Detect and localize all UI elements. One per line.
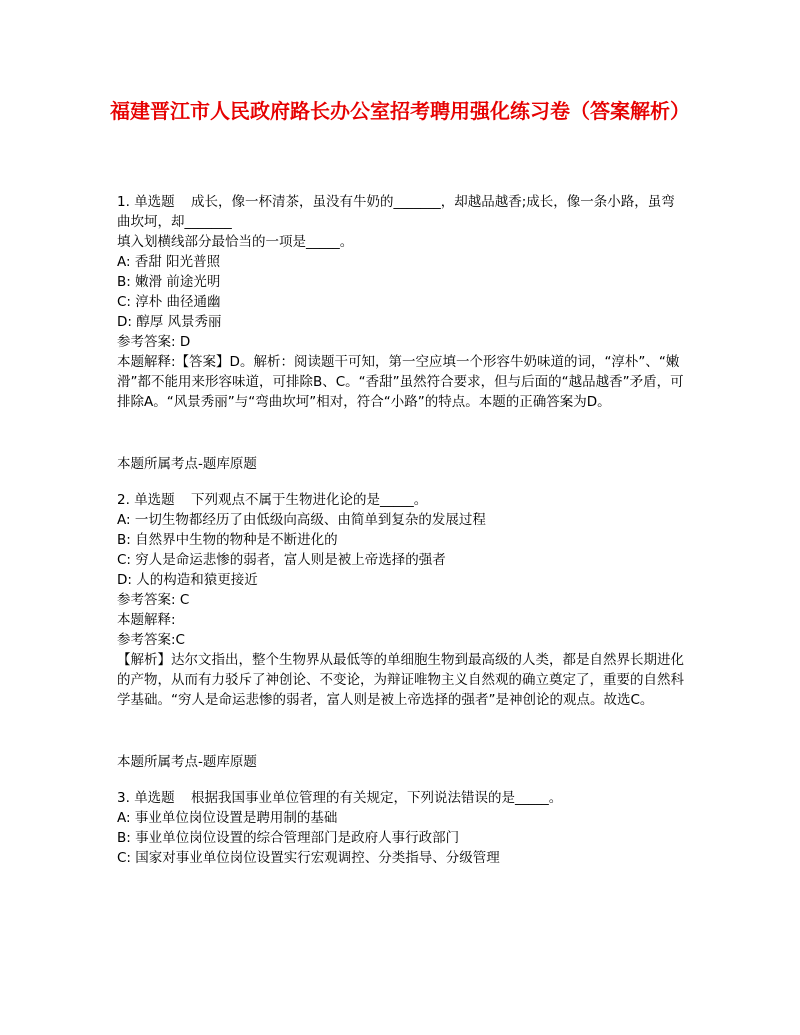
option-c: C: 穷人是命运悲惨的弱者，富人则是被上帝选择的强者 [117,552,446,568]
question-1 [117,192,687,474]
question-stem [117,192,687,232]
option-a: A: 香甜 阳光普照 [117,254,221,270]
option-a: A: 事业单位岗位设置是聘用制的基础 [117,810,338,826]
option-b: B: 自然界中生物的物种是不断进化的 [117,532,338,548]
option-d: D: 人的构造和猿更接近 [117,572,258,588]
question-source: 本题所属考点-题库原题 [117,456,257,472]
question-number: 1. [117,194,130,210]
option-d: D: 醇厚 风景秀丽 [117,314,222,330]
question-number: 3. [117,790,130,806]
reference-answer-2: 参考答案:C [117,632,185,648]
option-a: A: 一切生物都经历了由低级向高级、由简单到复杂的发展过程 [117,512,486,528]
question-text: 根据我国事业单位管理的有关规定，下列说法错误的是_____。 [190,790,563,806]
question-type: 单选题 [134,492,175,508]
reference-answer: 参考答案: D [117,334,191,350]
question-type: 单选题 [134,790,175,806]
question-stem [117,788,687,808]
answer-analysis: 【解析】达尔文指出，整个生物界从最低等的单细胞生物到最高级的人类，都是自然界长期进化的产物，从而有力驳斥了神创论、不变论，为辩证唯物主义自然观的确立奠定了，重要的自然科学基础。“穷人是命运悲惨的弱者，富人则是被上帝选择的强者”是神创论的观点。故选C。 [117,652,684,708]
question-list [117,192,687,868]
answer-analysis: 本题解释:【答案】D。解析：阅读题干可知，第一空应填一个形容牛奶味道的词，“淳朴”、“嫩滑”都不能用来形容味道，可排除B、C。“香甜”虽然符合要求，但与后面的“越品越香”矛盾，可排除A。“风景秀丽”与“弯曲坎坷”相对，符合“小路”的特点。本题的正确答案为D。 [117,354,684,410]
analysis-label: 本题解释: [117,612,176,628]
question-instruction: 填入划横线部分最恰当的一项是_____。 [117,234,354,250]
option-b: B: 嫩滑 前途光明 [117,274,221,290]
question-type: 单选题 [134,194,175,210]
question-3 [117,788,687,868]
reference-answer: 参考答案: C [117,592,190,608]
page-title: 福建晋江市人民政府路长办公室招考聘用强化练习卷（答案解析） [110,99,690,123]
question-text: 下列观点不属于生物进化论的是_____。 [190,492,428,508]
question-source: 本题所属考点-题库原题 [117,754,257,770]
question-text: 成长，像一杯清茶，虽没有牛奶的_______，却越品越香;成长，像一条小路，虽弯曲坎坷，却_______ [117,194,675,230]
question-2 [117,490,687,772]
question-stem [117,490,687,510]
option-c: C: 淳朴 曲径通幽 [117,294,221,310]
option-c: C: 国家对事业单位岗位设置实行宏观调控、分类指导、分级管理 [117,850,500,866]
option-b: B: 事业单位岗位设置的综合管理部门是政府人事行政部门 [117,830,460,846]
question-number: 2. [117,492,130,508]
